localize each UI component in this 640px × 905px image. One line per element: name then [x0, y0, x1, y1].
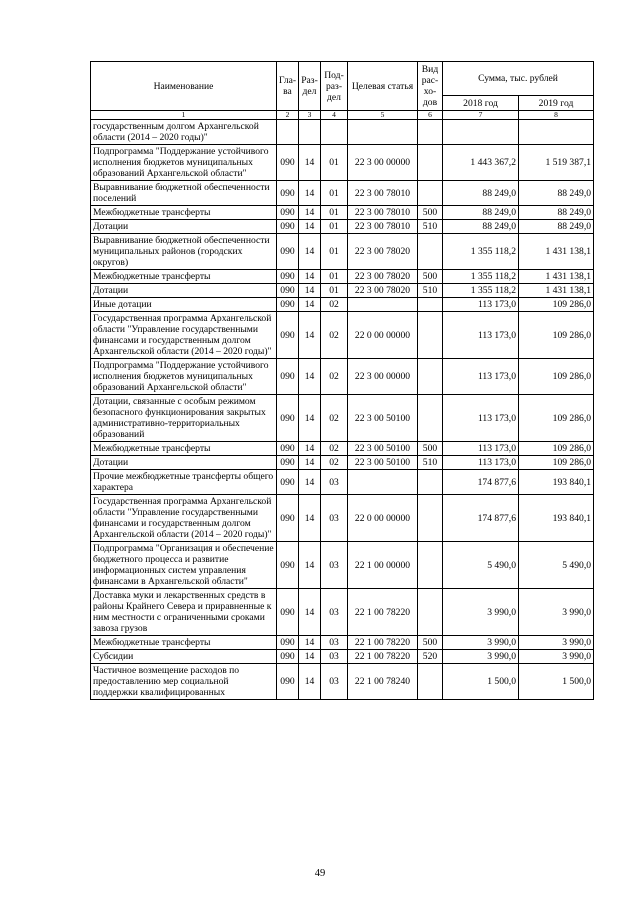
cell-vid-rashodov: 510: [418, 220, 443, 234]
table-row: [91, 589, 594, 636]
cell-vid-rashodov: [418, 298, 443, 312]
cell-sum-2018: 113 173,0: [443, 298, 519, 312]
cell-sum-2019: 88 249,0: [519, 220, 594, 234]
cell-sum-2019: 193 840,1: [519, 495, 594, 542]
cell-sum-2018: 1 355 118,2: [443, 270, 519, 284]
cell-celevaya-statya: 22 3 00 78020: [348, 270, 418, 284]
table-row: [91, 181, 594, 206]
cell-celevaya-statya: 22 3 00 78020: [348, 284, 418, 298]
cell-razdel: 14: [299, 181, 321, 206]
table-row: [91, 664, 594, 700]
cell-podrazdel: 01: [321, 220, 348, 234]
cell-razdel: 14: [299, 589, 321, 636]
cell-glava: 090: [277, 270, 299, 284]
table-body: [91, 120, 594, 700]
cell-celevaya-statya: 22 1 00 78220: [348, 636, 418, 650]
header-celevaya-statya: Целевая статья: [348, 62, 418, 111]
cell-celevaya-statya: 22 3 00 78010: [348, 206, 418, 220]
table-row: [91, 298, 594, 312]
cell-sum-2019: 3 990,0: [519, 636, 594, 650]
cell-vid-rashodov: [418, 359, 443, 395]
cell-glava: 090: [277, 206, 299, 220]
cell-vid-rashodov: 500: [418, 270, 443, 284]
cell-razdel: 14: [299, 650, 321, 664]
cell-razdel: [299, 120, 321, 145]
cell-sum-2018: 113 173,0: [443, 312, 519, 359]
cell-sum-2018: 5 490,0: [443, 542, 519, 589]
cell-sum-2019: [519, 120, 594, 145]
cell-name: Подпрограмма "Поддержание устойчивого исполнения бюджетов муниципальных образований Архангельской области": [91, 145, 277, 181]
cell-podrazdel: 02: [321, 442, 348, 456]
cell-razdel: 14: [299, 145, 321, 181]
cell-name: Дотации: [91, 284, 277, 298]
cell-celevaya-statya: [348, 120, 418, 145]
cell-podrazdel: 02: [321, 298, 348, 312]
cell-razdel: 14: [299, 298, 321, 312]
cell-celevaya-statya: 22 3 00 50100: [348, 395, 418, 442]
table-row: [91, 270, 594, 284]
column-number: 2: [277, 111, 299, 120]
cell-vid-rashodov: [418, 312, 443, 359]
cell-vid-rashodov: [418, 234, 443, 270]
cell-celevaya-statya: 22 3 00 50100: [348, 442, 418, 456]
cell-podrazdel: 03: [321, 542, 348, 589]
cell-razdel: 14: [299, 220, 321, 234]
cell-sum-2018: 3 990,0: [443, 650, 519, 664]
cell-name: Государственная программа Архангельской области "Управление государственными финансами и государственным долгом Архангельской области (2014 – 2020 годы)": [91, 495, 277, 542]
cell-vid-rashodov: [418, 664, 443, 700]
cell-sum-2019: 88 249,0: [519, 206, 594, 220]
cell-razdel: 14: [299, 664, 321, 700]
cell-razdel: 14: [299, 359, 321, 395]
cell-sum-2019: 193 840,1: [519, 470, 594, 495]
cell-sum-2019: 1 431 138,1: [519, 234, 594, 270]
cell-podrazdel: 02: [321, 359, 348, 395]
cell-razdel: 14: [299, 234, 321, 270]
cell-celevaya-statya: 22 3 00 00000: [348, 359, 418, 395]
cell-sum-2019: 3 990,0: [519, 650, 594, 664]
cell-celevaya-statya: 22 3 00 78010: [348, 181, 418, 206]
cell-vid-rashodov: [418, 145, 443, 181]
table-row: [91, 359, 594, 395]
cell-razdel: 14: [299, 284, 321, 298]
cell-glava: 090: [277, 359, 299, 395]
cell-celevaya-statya: [348, 298, 418, 312]
cell-celevaya-statya: 22 3 00 50100: [348, 456, 418, 470]
cell-glava: 090: [277, 456, 299, 470]
cell-name: Подпрограмма "Поддержание устойчивого исполнения бюджетов муниципальных образований Архангельской области": [91, 359, 277, 395]
cell-vid-rashodov: [418, 589, 443, 636]
table-row: [91, 495, 594, 542]
header-row: [91, 62, 594, 96]
cell-sum-2019: 109 286,0: [519, 359, 594, 395]
cell-glava: 090: [277, 470, 299, 495]
column-number: 3: [299, 111, 321, 120]
cell-name: Иные дотации: [91, 298, 277, 312]
cell-podrazdel: 01: [321, 181, 348, 206]
cell-sum-2019: 5 490,0: [519, 542, 594, 589]
cell-name: Межбюджетные трансферты: [91, 442, 277, 456]
cell-podrazdel: 02: [321, 312, 348, 359]
cell-name: Дотации, связанные с особым режимом безопасного функционирования закрытых административно-территориальных образований: [91, 395, 277, 442]
table-row: [91, 145, 594, 181]
cell-podrazdel: 02: [321, 395, 348, 442]
cell-celevaya-statya: 22 3 00 78020: [348, 234, 418, 270]
cell-celevaya-statya: 22 1 00 00000: [348, 542, 418, 589]
cell-podrazdel: 01: [321, 206, 348, 220]
cell-sum-2018: 1 355 118,2: [443, 284, 519, 298]
cell-celevaya-statya: 22 1 00 78240: [348, 664, 418, 700]
cell-glava: 090: [277, 395, 299, 442]
header-year-2019: 2019 год: [519, 96, 594, 111]
cell-glava: 090: [277, 442, 299, 456]
cell-glava: 090: [277, 650, 299, 664]
cell-sum-2019: 109 286,0: [519, 312, 594, 359]
cell-razdel: 14: [299, 470, 321, 495]
cell-sum-2019: 1 519 387,1: [519, 145, 594, 181]
column-number: 1: [91, 111, 277, 120]
cell-celevaya-statya: 22 3 00 78010: [348, 220, 418, 234]
cell-name: Дотации: [91, 220, 277, 234]
cell-razdel: 14: [299, 542, 321, 589]
cell-podrazdel: [321, 120, 348, 145]
cell-glava: 090: [277, 181, 299, 206]
cell-celevaya-statya: [348, 470, 418, 495]
cell-celevaya-statya: 22 1 00 78220: [348, 650, 418, 664]
cell-glava: 090: [277, 495, 299, 542]
table-row: [91, 395, 594, 442]
cell-razdel: 14: [299, 495, 321, 542]
cell-celevaya-statya: 22 0 00 00000: [348, 495, 418, 542]
table-row: [91, 542, 594, 589]
cell-vid-rashodov: 520: [418, 650, 443, 664]
cell-podrazdel: 03: [321, 636, 348, 650]
cell-sum-2019: 3 990,0: [519, 589, 594, 636]
header-vid-rashodov: Вид рас-хо-дов: [418, 62, 443, 111]
cell-name: государственным долгом Архангельской области (2014 – 2020 годы)": [91, 120, 277, 145]
column-number: 8: [519, 111, 594, 120]
cell-glava: 090: [277, 145, 299, 181]
header-name: Наименование: [91, 62, 277, 111]
cell-podrazdel: 03: [321, 470, 348, 495]
page-number: 49: [314, 868, 326, 879]
cell-razdel: 14: [299, 395, 321, 442]
cell-sum-2018: 1 500,0: [443, 664, 519, 700]
cell-podrazdel: 01: [321, 284, 348, 298]
budget-table: [90, 61, 594, 700]
column-number-row: [91, 111, 594, 120]
cell-sum-2019: 88 249,0: [519, 181, 594, 206]
cell-razdel: 14: [299, 636, 321, 650]
column-number: 6: [418, 111, 443, 120]
cell-celevaya-statya: 22 0 00 00000: [348, 312, 418, 359]
cell-razdel: 14: [299, 206, 321, 220]
table-row: [91, 650, 594, 664]
cell-sum-2019: 1 500,0: [519, 664, 594, 700]
cell-sum-2018: 113 173,0: [443, 442, 519, 456]
cell-sum-2018: 1 443 367,2: [443, 145, 519, 181]
cell-vid-rashodov: [418, 181, 443, 206]
table-row: [91, 220, 594, 234]
cell-sum-2019: 109 286,0: [519, 298, 594, 312]
cell-sum-2019: 1 431 138,1: [519, 284, 594, 298]
cell-celevaya-statya: 22 1 00 78220: [348, 589, 418, 636]
cell-glava: 090: [277, 636, 299, 650]
cell-sum-2018: 174 877,6: [443, 470, 519, 495]
cell-sum-2018: 113 173,0: [443, 395, 519, 442]
cell-sum-2019: 109 286,0: [519, 456, 594, 470]
header-podrazdel: Под-раз-дел: [321, 62, 348, 111]
cell-vid-rashodov: 510: [418, 456, 443, 470]
cell-podrazdel: 02: [321, 456, 348, 470]
cell-glava: 090: [277, 298, 299, 312]
cell-glava: 090: [277, 542, 299, 589]
column-number: 5: [348, 111, 418, 120]
cell-podrazdel: 01: [321, 270, 348, 284]
cell-name: Выравнивание бюджетной обеспеченности поселений: [91, 181, 277, 206]
cell-name: Прочие межбюджетные трансферты общего характера: [91, 470, 277, 495]
cell-vid-rashodov: 500: [418, 442, 443, 456]
cell-glava: [277, 120, 299, 145]
cell-name: Субсидии: [91, 650, 277, 664]
column-number: 7: [443, 111, 519, 120]
header-glava: Гла-ва: [277, 62, 299, 111]
table-row: [91, 636, 594, 650]
cell-razdel: 14: [299, 442, 321, 456]
header-year-2018: 2018 год: [443, 96, 519, 111]
cell-vid-rashodov: [418, 542, 443, 589]
cell-glava: 090: [277, 234, 299, 270]
table-row: [91, 470, 594, 495]
cell-sum-2018: 113 173,0: [443, 456, 519, 470]
cell-glava: 090: [277, 589, 299, 636]
table-row: [91, 442, 594, 456]
cell-podrazdel: 03: [321, 495, 348, 542]
budget-table-container: [90, 61, 593, 700]
cell-razdel: 14: [299, 270, 321, 284]
cell-name: Межбюджетные трансферты: [91, 270, 277, 284]
cell-name: Межбюджетные трансферты: [91, 636, 277, 650]
cell-vid-rashodov: [418, 395, 443, 442]
cell-sum-2018: 1 355 118,2: [443, 234, 519, 270]
table-row: [91, 120, 594, 145]
cell-sum-2019: 109 286,0: [519, 442, 594, 456]
table-row: [91, 206, 594, 220]
cell-sum-2019: 109 286,0: [519, 395, 594, 442]
cell-sum-2018: 88 249,0: [443, 220, 519, 234]
cell-name: Подпрограмма "Организация и обеспечение бюджетного процесса и развитие информационных систем управления финансами в Архангельской области": [91, 542, 277, 589]
cell-vid-rashodov: 500: [418, 636, 443, 650]
cell-podrazdel: 03: [321, 650, 348, 664]
cell-name: Доставка муки и лекарственных средств в районы Крайнего Севера и приравненные к ним местности с ограниченными сроками завоза грузов: [91, 589, 277, 636]
cell-podrazdel: 01: [321, 234, 348, 270]
cell-podrazdel: 01: [321, 145, 348, 181]
cell-name: Межбюджетные трансферты: [91, 206, 277, 220]
cell-sum-2018: 113 173,0: [443, 359, 519, 395]
table-row: [91, 234, 594, 270]
cell-sum-2018: 3 990,0: [443, 589, 519, 636]
cell-vid-rashodov: [418, 470, 443, 495]
cell-name: Государственная программа Архангельской области "Управление государственными финансами и государственным долгом Архангельской области (2014 – 2020 годы)": [91, 312, 277, 359]
table-row: [91, 312, 594, 359]
cell-vid-rashodov: [418, 495, 443, 542]
cell-glava: 090: [277, 284, 299, 298]
cell-razdel: 14: [299, 312, 321, 359]
header-summa: Сумма, тыс. рублей: [443, 62, 594, 96]
cell-glava: 090: [277, 312, 299, 359]
cell-glava: 090: [277, 664, 299, 700]
cell-sum-2018: 3 990,0: [443, 636, 519, 650]
table-row: [91, 284, 594, 298]
header-razdel: Раз-дел: [299, 62, 321, 111]
cell-name: Дотации: [91, 456, 277, 470]
cell-sum-2018: 88 249,0: [443, 206, 519, 220]
cell-vid-rashodov: 500: [418, 206, 443, 220]
cell-sum-2018: 174 877,6: [443, 495, 519, 542]
cell-glava: 090: [277, 220, 299, 234]
cell-name: Выравнивание бюджетной обеспеченности муниципальных районов (городских округов): [91, 234, 277, 270]
cell-podrazdel: 03: [321, 664, 348, 700]
cell-podrazdel: 03: [321, 589, 348, 636]
cell-razdel: 14: [299, 456, 321, 470]
cell-vid-rashodov: [418, 120, 443, 145]
cell-name: Частичное возмещение расходов по предоставлению мер социальной поддержки квалифицированных: [91, 664, 277, 700]
cell-vid-rashodov: 510: [418, 284, 443, 298]
table-row: [91, 456, 594, 470]
column-number: 4: [321, 111, 348, 120]
cell-sum-2018: [443, 120, 519, 145]
cell-celevaya-statya: 22 3 00 00000: [348, 145, 418, 181]
cell-sum-2018: 88 249,0: [443, 181, 519, 206]
cell-sum-2019: 1 431 138,1: [519, 270, 594, 284]
